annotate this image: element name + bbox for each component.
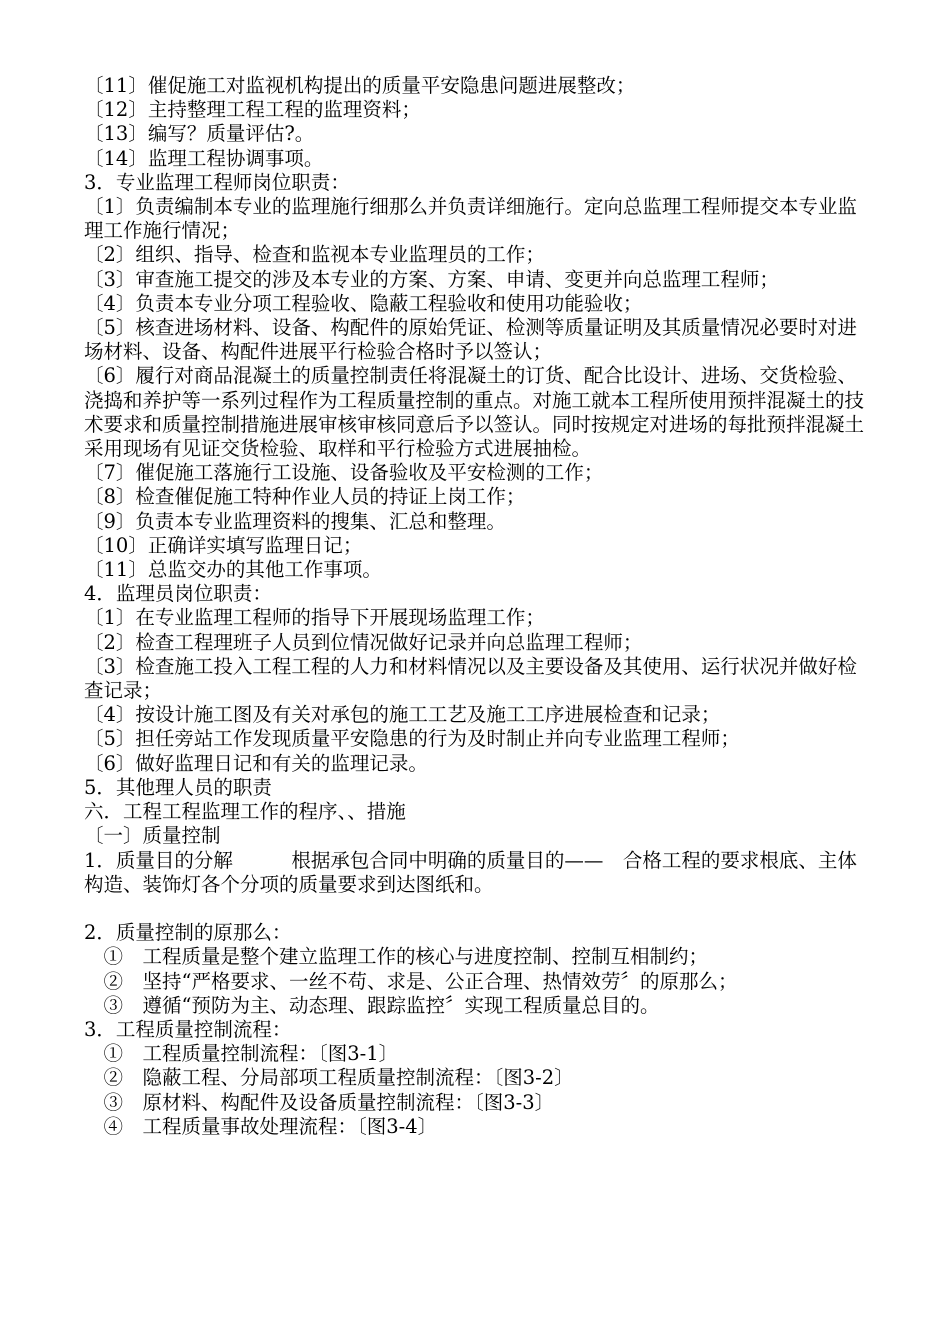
list-item: ① 工程质量控制流程：〔图3-1〕 — [84, 1042, 399, 1066]
text-line: 〔1〕负责编制本专业的监理施行细那么并负责详细施行。定向总监理工程师提交本专业监理工作施行情况； — [84, 195, 857, 243]
text-line: 〔5〕核查进场材料、设备、构配件的原始凭证、检测等质量证明及其质量情况必要时对进场材料、设备、构配件进展平行检验合格时予以签认； — [84, 316, 857, 364]
text-line: 〔2〕组织、指导、检查和监视本专业监理员的工作； — [84, 243, 545, 267]
text-line: 〔6〕履行对商品混凝土的质量控制责任将混凝土的订货、配合比设计、进场、交货检验、浇捣和养护等一系列过程作为工程质量控制的重点。对施工就本工程所使用预拌混凝土的技术要求和质量控制措施进展审核审核同意后予以签认。同时按规定对进场的每批预拌混凝土采用现场有见证交货检验、取样和平行检验方式进展抽检。 — [84, 364, 865, 461]
text-line: 〔1〕在专业监理工程师的指导下开展现场监理工作； — [84, 606, 545, 630]
text-line: 〔6〕做好监理日记和有关的监理记录。 — [84, 751, 428, 775]
section-heading: 3．专业监理工程师岗位职责： — [84, 170, 350, 194]
list-item: ③ 遵循“预防为主、动态理、跟踪监控〞实现工程质量总目的。 — [84, 993, 660, 1017]
text-line: 〔2〕检查工程理班子人员到位情况做好记录并向总监理工程师； — [84, 630, 643, 654]
section-heading: 4．监理员岗位职责： — [84, 582, 272, 606]
section-heading: 2．质量控制的原那么： — [84, 921, 292, 945]
text-line: 〔9〕负责本专业监理资料的搜集、汇总和整理。 — [84, 509, 506, 533]
text-line: 〔4〕按设计施工图及有关对承包的施工工艺及施工工序进展检查和记录； — [84, 703, 721, 727]
list-item: ② 坚持“严格要求、一丝不苟、求是、公正合理、热情效劳〞的原那么； — [84, 969, 738, 993]
chapter-heading: 六．工程工程监理工作的程序、、措施 — [84, 800, 406, 824]
list-item: ① 工程质量是整个建立监理工作的核心与进度控制、控制互相制约； — [84, 945, 709, 969]
text-line: 〔12〕主持整理工程工程的监理资料； — [84, 98, 421, 122]
blank-line — [84, 897, 874, 921]
text-line: 〔3〕检查施工投入工程工程的人力和材料情况以及主要设备及其使用、运行状况并做好检查记录； — [84, 654, 857, 703]
section-heading: 3．工程质量控制流程： — [84, 1017, 292, 1041]
text-line: 〔13〕编写？质量评估?。 — [84, 122, 315, 146]
text-line: 〔3〕审查施工提交的涉及本专业的方案、方案、申请、变更并向总监理工程师； — [84, 267, 779, 291]
text-line: 〔4〕负责本专业分项工程验收、隐蔽工程验收和使用功能验收； — [84, 291, 643, 315]
text-line: 1．质量目的分解 根据承包合同中明确的质量目的—— 合格工程的要求根底、主体构造、装饰灯各个分项的质量要求到达图纸和。 — [84, 848, 857, 896]
text-line: 〔5〕担任旁站工作发现质量平安隐患的行为及时制止并向专业监理工程师； — [84, 727, 740, 751]
document-page — [84, 74, 874, 1139]
text-line: 〔11〕总监交办的其他工作事项。 — [84, 558, 382, 582]
list-item: ④ 工程质量事故处理流程：〔图3-4〕 — [84, 1114, 438, 1138]
section-heading: 5．其他理人员的职责 — [84, 775, 272, 799]
text-line: 〔10〕正确详实填写监理日记； — [84, 533, 363, 557]
text-line: 〔14〕监理工程协调事项。 — [84, 146, 324, 170]
text-line: 〔8〕检查催促施工特种作业人员的持证上岗工作； — [84, 485, 526, 509]
list-item: ② 隐蔽工程、分局部项工程质量控制流程：〔图3-2〕 — [84, 1066, 574, 1090]
list-item: ③ 原材料、构配件及设备质量控制流程：〔图3-3〕 — [84, 1090, 555, 1114]
text-line: 〔11〕催促施工对监视机构提出的质量平安隐患问题进展整改； — [84, 74, 636, 97]
text-line: 〔7〕催促施工落施行工设施、设备验收及平安检测的工作； — [84, 461, 604, 485]
subsection-heading: 〔一〕质量控制 — [84, 824, 221, 848]
